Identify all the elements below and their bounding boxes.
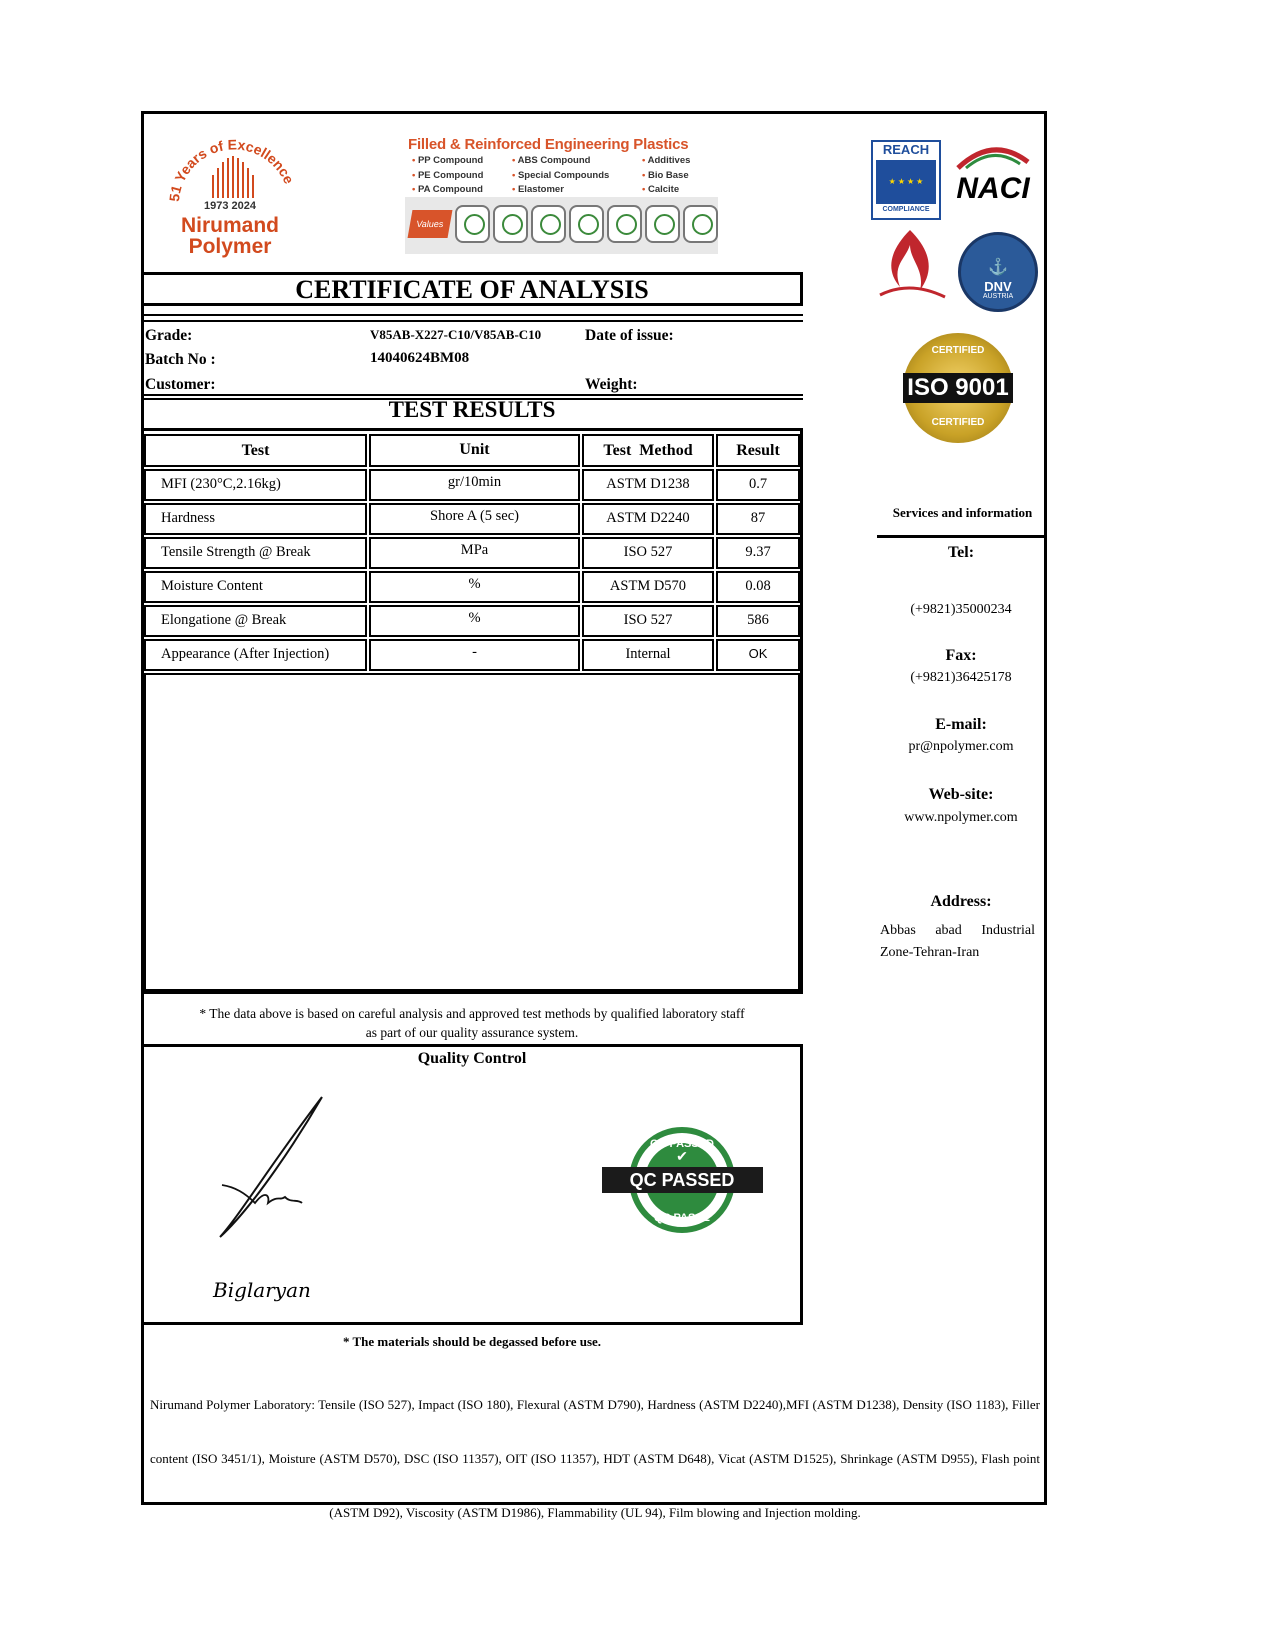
dnv-badge — [958, 232, 1038, 312]
iso-mini-icon — [683, 205, 718, 243]
sidebar-divider — [877, 535, 1045, 538]
logo-arc-text: 51 Years of Excellence — [165, 136, 298, 203]
note-line2: as part of our quality assurance system. — [365, 1025, 579, 1040]
divider — [141, 314, 803, 316]
test-results-title: TEST RESULTS — [388, 397, 556, 422]
note-line1: * The data above is based on careful analysis and approved test methods by qualified laboratory staff — [199, 1006, 745, 1021]
table-row-test: MFI (230°C,2.16kg) — [144, 469, 367, 501]
reach-badge — [871, 140, 941, 220]
quality-control-title: Quality Control — [417, 1050, 527, 1067]
qc-stamp-ring-bottom: QC PASSE — [653, 1212, 711, 1224]
naci-badge — [948, 140, 1038, 215]
date-label: Date of issue: — [585, 327, 674, 344]
naci-mini-icon — [645, 205, 680, 243]
table-row-result: 586 — [716, 605, 800, 637]
header-result: Result — [716, 434, 800, 467]
table-row-unit: gr/10min — [369, 469, 580, 501]
header-test: Test — [144, 434, 367, 467]
qc-passed-stamp — [600, 1125, 765, 1235]
iso-ring-top: CERTIFIED — [931, 345, 985, 356]
banner-title: Filled & Reinforced Engineering Plastics — [408, 136, 689, 153]
fax-label: Fax: — [945, 647, 977, 664]
banner-products-col3 — [642, 154, 690, 198]
iso-label: ISO 9001 — [903, 373, 1013, 403]
sustainability-icon — [607, 205, 642, 243]
table-row-unit: MPa — [369, 537, 580, 569]
table-row-result: 0.7 — [716, 469, 800, 501]
banner-item: • Bio Base — [642, 170, 689, 181]
iso-9001-seal — [903, 333, 1013, 443]
table-row-method: Internal — [582, 639, 714, 671]
table-row-method: ASTM D570 — [582, 571, 714, 603]
table-row-result: OK — [716, 639, 800, 671]
social-responsibility-icon — [493, 205, 528, 243]
table-row-result: 87 — [716, 503, 800, 535]
signature-scribble — [210, 1095, 330, 1245]
flame-icon — [870, 225, 950, 305]
values-tag: Values — [408, 210, 453, 238]
table-row-test: Elongatione @ Break — [144, 605, 367, 637]
logo-years: 1973 2024 — [204, 200, 256, 212]
circular-economy-icon — [531, 205, 566, 243]
website-label: Web-site: — [928, 786, 994, 803]
tel-value: (+9821)35000234 — [910, 602, 1012, 617]
address-label: Address: — [930, 893, 992, 910]
website-value[interactable]: www.npolymer.com — [904, 810, 1018, 825]
customer-label: Customer: — [145, 376, 216, 393]
iso-ring-bottom: CERTIFIED — [931, 417, 985, 428]
persian-award-logo — [870, 225, 950, 305]
eu-stars-icon: ★ ★ ★ ★ — [876, 160, 936, 204]
signature-name: Biglaryan — [213, 1278, 311, 1302]
grade-value: V85AB-X227-C10/V85AB-C10 — [370, 327, 542, 342]
table-row-method: ASTM D1238 — [582, 469, 714, 501]
dnv-label: DNV — [984, 279, 1012, 294]
weight-label: Weight: — [585, 376, 638, 393]
table-row-method: ISO 527 — [582, 537, 714, 569]
email-value[interactable]: pr@npolymer.com — [908, 739, 1014, 754]
header-unit: Unit — [369, 434, 580, 467]
tel-label: Tel: — [947, 544, 975, 561]
banner-item: • PA Compound — [412, 184, 483, 195]
fax-value: (+9821)36425178 — [910, 670, 1012, 685]
naci-label: NACI — [956, 172, 1030, 205]
banner-products-col1 — [412, 154, 483, 198]
reach-label: REACH — [882, 142, 930, 157]
checkmark-icon: ✔ — [676, 1150, 688, 1165]
table-row-method: ASTM D2240 — [582, 503, 714, 535]
logo-emblem — [165, 130, 300, 210]
banner-item: • PE Compound — [412, 170, 483, 181]
address-value: Abbas abad Industrial Zone-Tehran-Iran — [880, 923, 1035, 960]
recycle-icon — [455, 205, 490, 243]
logo-name — [165, 215, 295, 257]
batch-value: 14040624BM08 — [370, 350, 470, 366]
anchor-icon: ⚓ — [988, 259, 1008, 276]
naci-swoosh-icon — [948, 140, 1038, 170]
degas-note: * The materials should be degassed before use. — [342, 1334, 602, 1349]
banner-item: • Additives — [642, 155, 690, 166]
batch-label: Batch No : — [145, 351, 216, 368]
table-row-test: Tensile Strength @ Break — [144, 537, 367, 569]
services-heading: Services and information — [892, 505, 1033, 520]
company-logo — [165, 130, 300, 260]
dnv-sub: AUSTRIA — [982, 293, 1014, 300]
laboratory-capabilities: Nirumand Polymer Laboratory: Tensile (ISO 527), Impact (ISO 180), Flexural (ASTM D790), Hardness (ASTM D2240),MFI (ASTM D1238), Density (ISO 1183), Filler content (ISO 3451/1), Moisture (ASTM D570), DSC (ISO 11357), OIT (ISO 11357), HDT (ASTM D648), Vicat (ASTM D1525), Shrinkage (ASTM D955), Flash point (ASTM D92), Viscosity (ASTM D1986), Flammability (UL 94), Film blowing and Injection molding. — [150, 1397, 1040, 1520]
banner-item: • ABS Compound — [512, 155, 590, 166]
table-row-result: 9.37 — [716, 537, 800, 569]
banner-item: • PP Compound — [412, 155, 483, 166]
logo-name-line1: Nirumand — [180, 214, 279, 237]
table-row-test: Moisture Content — [144, 571, 367, 603]
email-label: E-mail: — [935, 716, 987, 733]
table-row-unit: % — [369, 571, 580, 603]
health-icon — [569, 205, 604, 243]
divider — [141, 320, 803, 322]
table-row-unit: Shore A (5 sec) — [369, 503, 580, 535]
table-row-test: Appearance (After Injection) — [144, 639, 367, 671]
qc-stamp-ring-top: QC PASSED — [650, 1138, 714, 1150]
table-row-unit: - — [369, 639, 580, 671]
grade-label: Grade: — [145, 327, 193, 344]
table-row-test: Hardness — [144, 503, 367, 535]
table-row-unit: % — [369, 605, 580, 637]
svg-text:51 Years of Excellence — [166, 136, 297, 202]
certificate-title: CERTIFICATE OF ANALYSIS — [141, 272, 803, 306]
results-empty-area — [144, 673, 800, 991]
logo-name-line2: Polymer — [188, 235, 272, 258]
banner-item: • Calcite — [642, 184, 679, 195]
header-method: Test Method — [582, 434, 714, 467]
table-row-method: ISO 527 — [582, 605, 714, 637]
qc-stamp-text: QC PASSED — [629, 1170, 735, 1190]
banner-item: • Special Compounds — [512, 170, 609, 181]
banner-item: • Elastomer — [512, 184, 564, 195]
table-row-result: 0.08 — [716, 571, 800, 603]
banner-products-col2 — [512, 154, 609, 198]
reach-sub: COMPLIANCE — [882, 206, 930, 213]
analysis-note — [141, 1004, 803, 1042]
divider — [141, 394, 803, 396]
